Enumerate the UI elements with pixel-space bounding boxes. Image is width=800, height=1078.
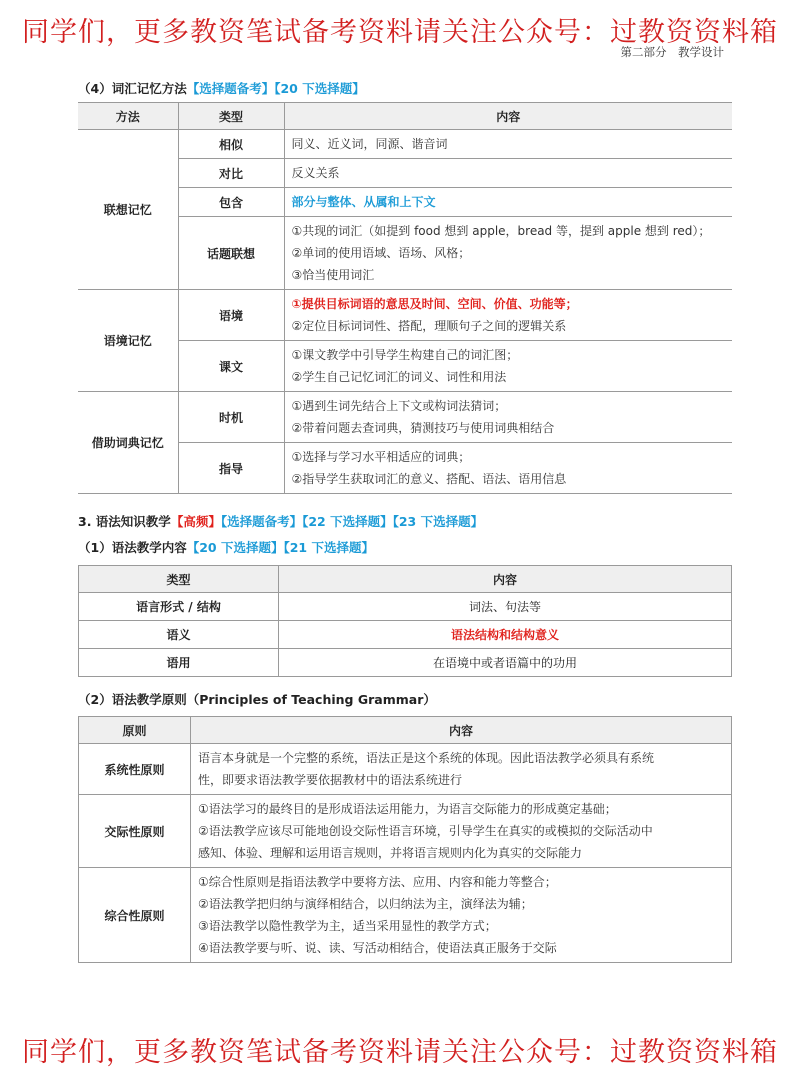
content-line: ②单词的使用语域、语场、风格；	[291, 246, 471, 260]
hot-tag: 【高频】	[170, 514, 221, 529]
table-header-row	[78, 103, 732, 130]
table-row	[78, 392, 732, 443]
content-line: ①遇到生词先结合上下文或构词法猜词；	[291, 399, 507, 413]
column-header: 内容	[284, 103, 732, 130]
grammar-tag: 【22 下选择题】	[302, 514, 393, 529]
content-line: ①语法学习的最终目的是形成语法运用能力，为语言交际能力的形成奠定基础；	[198, 802, 617, 816]
content-line: 性，即要求语法教学要依据教材中的语法系统进行	[198, 773, 463, 787]
table-row	[79, 744, 732, 795]
content-cell: 语法结构和结构意义	[279, 621, 732, 649]
content-line: ①提供目标词语的意思及时间、空间、价值、功能等；	[291, 297, 578, 311]
content-line: ①选择与学习水平相适应的词典；	[291, 450, 471, 464]
table-row	[78, 130, 732, 159]
vocab-tag: 【选择题备考】	[186, 81, 275, 96]
method-cell: 借助词典记忆	[78, 392, 178, 494]
grammar-content-heading-text: （1）语法教学内容	[78, 540, 187, 555]
vocab-heading	[78, 79, 365, 97]
type-cell: 时机	[178, 392, 284, 443]
type-cell: 语境	[178, 290, 284, 341]
running-header: 第二部分 教学设计	[620, 45, 724, 59]
promo-banner-bottom: 同学们，更多教资笔试备考资料请关注公众号：过教资资料箱	[22, 1037, 778, 1068]
type-cell: 语言形式 / 结构	[79, 593, 279, 621]
grammar-content-tag: 【20 下选择题】	[186, 540, 284, 555]
content-cell	[284, 290, 732, 341]
content-cell	[284, 341, 732, 392]
table-row	[79, 868, 732, 963]
content-line: ②语法教学应该尽可能地创设交际性语言环境，引导学生在真实的或模拟的交际活动中	[198, 824, 653, 838]
type-cell: 包含	[178, 188, 284, 217]
content-line: ②指导学生获取词汇的意义、搭配、语法、语用信息	[291, 472, 567, 486]
principle-content-cell	[191, 868, 732, 963]
type-cell: 话题联想	[178, 217, 284, 290]
table-header-row	[79, 717, 732, 744]
type-cell: 语用	[79, 649, 279, 677]
content-line: 同义、近义词，同源、谐音词	[291, 137, 448, 151]
column-header: 类型	[79, 566, 279, 593]
content-line: ③恰当使用词汇	[291, 268, 375, 282]
column-header: 内容	[279, 566, 732, 593]
content-line: ①课文教学中引导学生构建自己的词汇图；	[291, 348, 519, 362]
type-cell: 对比	[178, 159, 284, 188]
content-cell	[284, 130, 732, 159]
content-line: ①共现的词汇（如提到 food 想到 apple，bread 等，提到 apple 想到 red）；	[291, 224, 711, 238]
principles-heading: （2）语法教学原则（Principles of Teaching Grammar）	[78, 692, 436, 707]
table-row	[79, 649, 732, 677]
content-cell	[284, 188, 732, 217]
column-header: 类型	[178, 103, 284, 130]
table-row	[78, 290, 732, 341]
principle-name-cell: 综合性原则	[79, 868, 191, 963]
table-header-row	[79, 566, 732, 593]
content-line: ④语法教学要与听、说、读、写活动相结合，使语法真正服务于交际	[198, 941, 557, 955]
content-line: 感知、体验、理解和运用语言规则，并将语言规则内化为真实的交际能力	[198, 846, 583, 860]
content-line: ①综合性原则是指语法教学中要将方法、应用、内容和能力等整合；	[198, 875, 557, 889]
content-line: ②学生自己记忆词汇的词义、词性和用法	[291, 370, 507, 384]
content-cell	[284, 217, 732, 290]
content-line: ②带着问题去查词典，猜测技巧与使用词典相结合	[291, 421, 555, 435]
table-row	[79, 621, 732, 649]
type-cell: 相似	[178, 130, 284, 159]
type-cell: 指导	[178, 443, 284, 494]
type-cell: 课文	[178, 341, 284, 392]
column-header: 方法	[78, 103, 178, 130]
grammar-content-heading	[78, 538, 374, 556]
type-cell: 语义	[79, 621, 279, 649]
content-cell	[284, 159, 732, 188]
grammar-heading	[78, 512, 483, 530]
principle-content-cell	[191, 744, 732, 795]
content-line: 部分与整体、从属和上下文	[291, 195, 436, 209]
table-row	[79, 795, 732, 868]
column-header: 原则	[79, 717, 191, 744]
grammar-tag: 【23 下选择题】	[392, 514, 484, 529]
content-cell: 在语境中或者语篇中的功用	[279, 649, 732, 677]
grammar-content-tag: 【21 下选择题】	[283, 540, 374, 555]
content-cell: 词法、句法等	[279, 593, 732, 621]
method-cell: 联想记忆	[78, 130, 178, 290]
principle-content-cell	[191, 795, 732, 868]
content-line: ②语法教学把归纳与演绎相结合，以归纳法为主，演绎法为辅；	[198, 897, 533, 911]
grammar-heading-text: 3. 语法知识教学	[78, 514, 171, 529]
table-row	[79, 593, 732, 621]
vocab-heading-text: （4）词汇记忆方法	[78, 81, 187, 96]
principle-name-cell: 系统性原则	[79, 744, 191, 795]
promo-banner-top: 同学们，更多教资笔试备考资料请关注公众号：过教资资料箱	[22, 17, 778, 48]
grammar-principles-table	[78, 716, 732, 963]
content-line: ②定位目标词词性、搭配，理顺句子之间的逻辑关系	[291, 319, 567, 333]
principle-name-cell: 交际性原则	[79, 795, 191, 868]
content-cell	[284, 443, 732, 494]
content-line: ③语法教学以隐性教学为主，适当采用显性的教学方式；	[198, 919, 497, 933]
grammar-content-table	[78, 565, 732, 677]
content-line: 反义关系	[291, 166, 340, 180]
content-cell	[284, 392, 732, 443]
vocab-memory-table	[78, 102, 732, 494]
method-cell: 语境记忆	[78, 290, 178, 392]
grammar-tag: 【选择题备考】	[220, 514, 303, 529]
column-header: 内容	[191, 717, 732, 744]
vocab-tag: 【20 下选择题】	[274, 81, 365, 96]
content-line: 语言本身就是一个完整的系统，语法正是这个系统的体现。因此语法教学必须具有系统	[198, 751, 655, 765]
